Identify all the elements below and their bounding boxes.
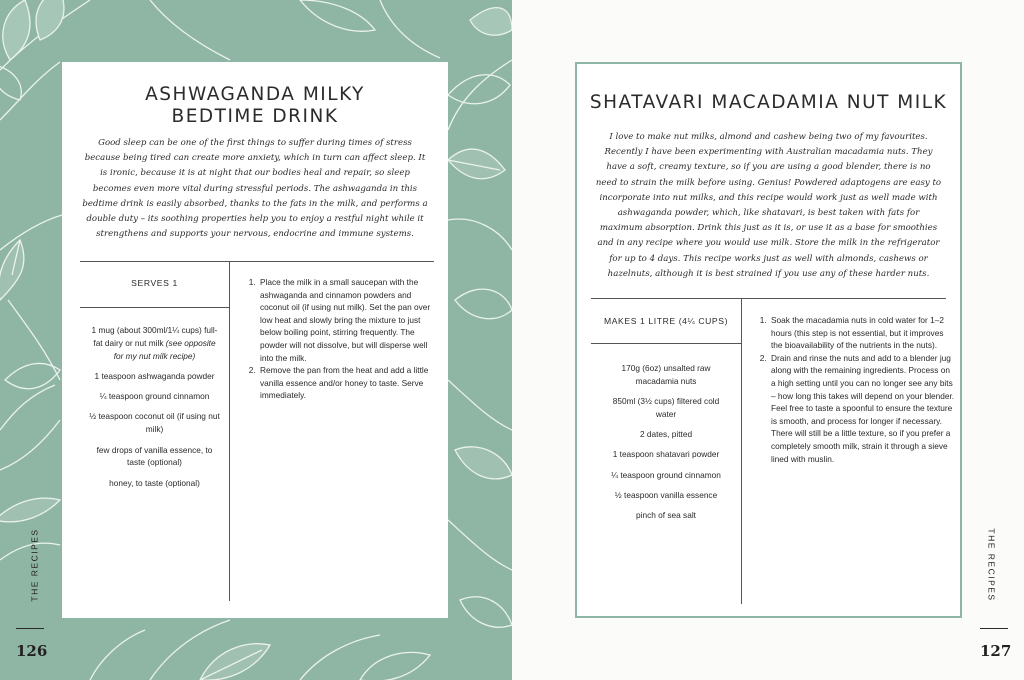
title-line-2: BEDTIME DRINK: [171, 106, 339, 127]
recipe-card-ashwaganda: [62, 62, 448, 618]
ingredient-item: 2 dates, pitted: [639, 429, 693, 440]
ingredient-item: ¼ teaspoon ground cinnamon: [99, 391, 210, 402]
ingredient-item: pinch of sea salt: [636, 510, 696, 521]
recipe-intro: Good sleep can be one of the first things to suffer during times of stress because being tired can create more anxiety, which in turn can affect sleep. It is ironic, because it is at night that our bodies heal and repair, so sleep becomes even more vital during stressful periods. The ashwaganda in this bedtime drink is easily absorbed, thanks to the fats in the milk, and performs a double duty – its soothing properties help you to enjoy a restful night while it strengthens and supports your nervous, endocrine and immune systems.: [82, 138, 428, 240]
divider-vertical: [741, 298, 742, 604]
section-label: THE RECIPES: [29, 528, 40, 602]
ingredient-item: ¼ teaspoon ground cinnamon: [611, 469, 721, 480]
divider-serves: [80, 307, 229, 308]
ingredient-item: 850ml (3½ cups) filtered cold water: [612, 396, 720, 419]
recipe-intro: I love to make nut milks, almond and cashew being two of my favourites. Recently I have been experimenting with Australian macadamia nuts. They have a soft, creamy texture, so if you are using a good blender, there is no need to strain the milk before using. Genius! Powdered adaptogens are easy to incorporate into nut milks, and this recipe would work just as well made with ashwaganda powder, which, like shatavari, is best taken with fats for maximum absorption. Drink this just as it is, or use it as a base for smoothies and in any recipe where you would use milk. Store the milk in the refrigerator for up to 4 days. This recipe works just as well with almonds, cashews or hazelnuts, although it is best strained if you use any of these harder nuts.: [595, 132, 942, 279]
ingredient-item: 1 teaspoon shatavari powder: [612, 449, 720, 460]
page-rule-right: [980, 628, 1008, 629]
section-label-right: THE RECIPES: [986, 528, 997, 602]
ingredients-list: [88, 324, 221, 497]
page-number: 126: [16, 642, 48, 660]
makes-label: MAKES 1 LITRE (4¼ CUPS): [603, 316, 729, 326]
title-line-1: ASHWAGANDA MILKY: [145, 84, 365, 105]
serves-label: SERVES 1: [131, 278, 178, 288]
ingredient-item: 1 teaspoon ashwaganda powder: [94, 370, 215, 381]
divider-top: [591, 298, 946, 299]
recipe-card-shatavari: [575, 62, 962, 618]
divider-vertical: [229, 261, 230, 601]
ingredient-item: ½ teaspoon vanilla essence: [614, 490, 718, 501]
ingredient-item: few drops of vanilla essence, to taste (optional): [96, 444, 213, 468]
ingredient-item: ½ teaspoon coconut oil (if using nut milk): [89, 411, 220, 435]
method-step: 1. Soak the macadamia nuts in cold water for 1–2 hours (this step is not essential, but it improves the bioavailability of the nutrients in the nuts).: [769, 314, 955, 352]
method-step: 1. Place the milk in a small saucepan with the ashwaganda and cinnamon powders and coconut oil (if using nut milk). Set the pan over low heat and slowly bring the mixture to just below boiling point, stirring frequently. The powder will not dissolve, but will disperse well into the milk.: [258, 276, 438, 364]
recipe-title: SHATAVARI MACADAMIA NUT MILK: [589, 92, 948, 113]
method-list: [242, 276, 438, 402]
ingredient-item: 170g (6oz) unsalted raw macadamia nuts: [621, 363, 711, 386]
method-step: 2. Remove the pan from the heat and add a little vanilla essence and/or honey to taste. Serve immediately.: [258, 364, 438, 402]
ingredient-item: honey, to taste (optional): [109, 477, 200, 488]
method-list: [753, 314, 955, 465]
ingredients-list: [603, 362, 729, 530]
method-step: 2. Drain and rinse the nuts and add to a blender jug along with the remaining ingredients. Process on a high setting until you can no longer see any bits – how long this takes will depend on your blender. Feel free to taste a spoonful to ensure the texture is smooth, and process for longer if necessary. There will still be a little texture, so if you prefer a completely smooth milk, strain it through a sieve lined with muslin.: [769, 352, 955, 465]
page-rule: [16, 628, 44, 629]
divider-top: [80, 261, 434, 262]
recipe-title: [62, 84, 448, 128]
ingredient-item: 1 mug (about 300ml/1¼ cups) full-fat dairy or nut milk (see opposite for my nut milk recipe): [91, 325, 218, 361]
divider-makes: [591, 343, 741, 344]
page-number-right: 127: [980, 642, 1012, 660]
